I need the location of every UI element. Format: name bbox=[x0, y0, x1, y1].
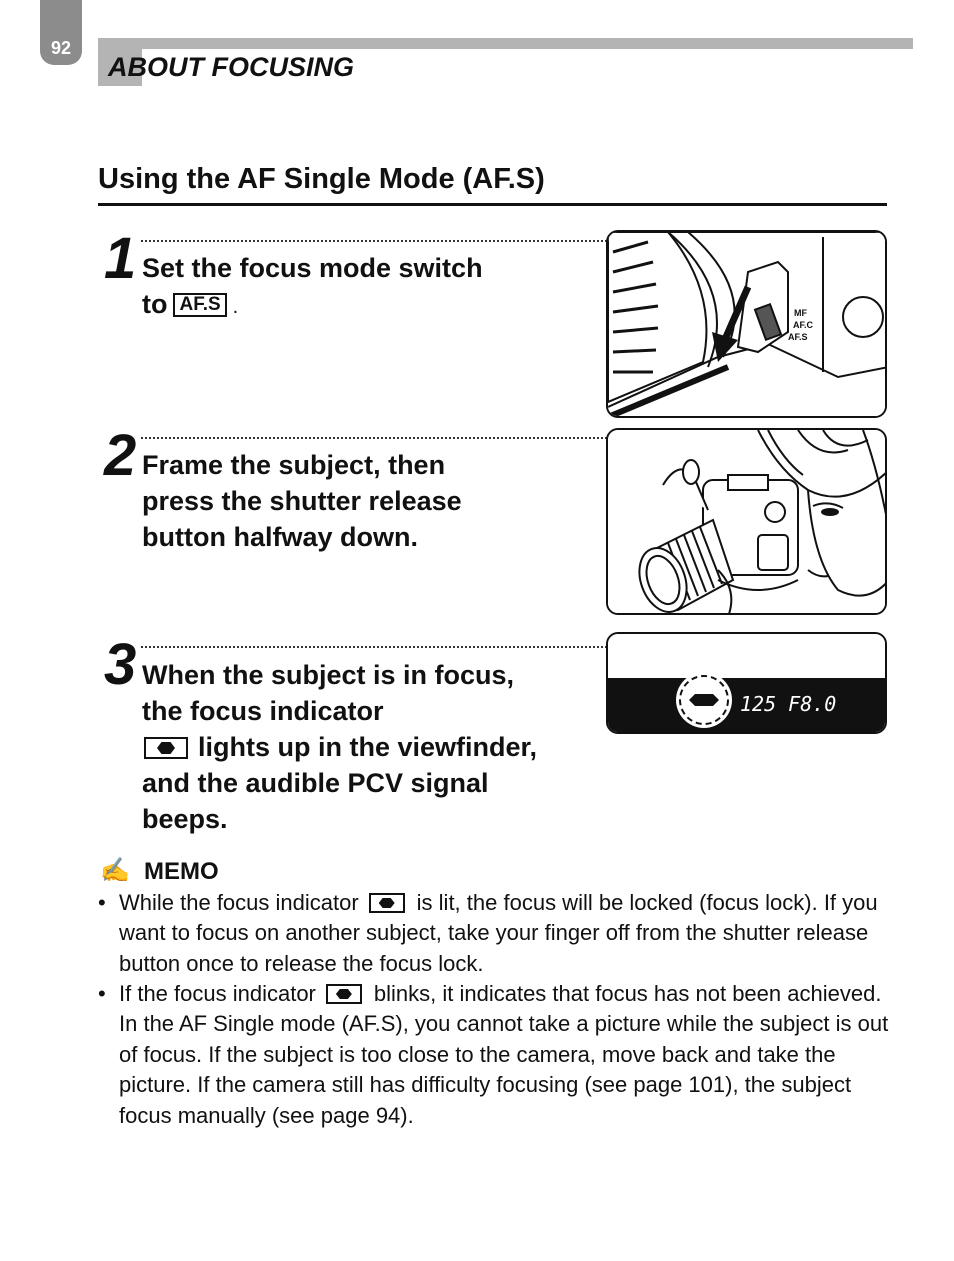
step-3-number: 3 bbox=[104, 632, 137, 697]
focus-indicator-lit-icon bbox=[689, 694, 719, 706]
page-number: 92 bbox=[50, 38, 72, 58]
bullet-dot: • bbox=[98, 981, 106, 1006]
step-3-text-b: lights up in the viewfinder, and the audible PCV signal beeps. bbox=[142, 732, 538, 834]
memo-bullet-1-b: is lit, the focus will be locked (focus lock). If you want to focus on another subject, take your finger off from the shutter release button once to release the focus lock. bbox=[119, 890, 878, 976]
title-rule bbox=[98, 203, 887, 206]
step-3-divider bbox=[141, 646, 607, 648]
memo-bullet-2 bbox=[98, 979, 898, 1131]
step-2-divider bbox=[141, 437, 607, 439]
switch-label-mf: MF bbox=[794, 308, 807, 318]
step-2-text: Frame the subject, then press the shutter release button halfway down. bbox=[142, 450, 462, 552]
step-3-text-a: When the subject is in focus, the focus indicator bbox=[142, 660, 515, 726]
camera-lens-switch-drawing bbox=[608, 232, 887, 418]
page-title: Using the AF Single Mode (AF.S) bbox=[98, 163, 545, 195]
afs-mode-box: AF.S bbox=[173, 293, 226, 317]
bullet-dot: • bbox=[98, 890, 106, 915]
memo-bullet-1 bbox=[98, 888, 898, 979]
step-1-divider bbox=[141, 240, 607, 242]
focus-indicator-icon-memo-2 bbox=[326, 984, 362, 1004]
step-1-line-a: Set the focus mode switch bbox=[142, 253, 483, 283]
memo-bullet-1-a: While the focus indicator bbox=[119, 890, 359, 915]
viewfinder-readout: 125 F8.0 bbox=[740, 692, 837, 716]
viewfinder-illustration bbox=[606, 632, 887, 734]
step-3-text bbox=[142, 657, 542, 837]
focus-switch-illustration bbox=[606, 230, 887, 418]
step-1-text bbox=[142, 250, 552, 325]
header-bar bbox=[98, 38, 913, 49]
viewfinder-display-drawing bbox=[608, 634, 887, 734]
memo-pencil-icon: ✍ bbox=[100, 857, 130, 884]
section-label: ABOUT FOCUSING bbox=[108, 52, 354, 82]
memo-bullet-2-b: blinks, it indicates that focus has not been achieved. In the AF Single mode (AF.S), you cannot take a picture while the subject is out of focus. If the subject is too close to the camera, move back and take the picture. If the camera still has difficulty focusing (see page 101), the subject focus manually (see page 94). bbox=[119, 981, 889, 1128]
switch-label-afc: AF.C bbox=[793, 320, 813, 330]
step-2-number: 2 bbox=[104, 423, 137, 488]
photographer-illustration bbox=[606, 428, 887, 615]
page-number-tab bbox=[40, 0, 82, 65]
focus-indicator-icon-memo-1 bbox=[369, 893, 405, 913]
step-1-line-b: to bbox=[142, 289, 168, 319]
step-1-number: 1 bbox=[104, 226, 137, 291]
step-1-period: . bbox=[232, 296, 239, 318]
person-holding-camera-drawing bbox=[608, 430, 887, 615]
memo-bullet-2-a: If the focus indicator bbox=[119, 981, 316, 1006]
switch-label-afs: AF.S bbox=[788, 332, 808, 342]
memo-label: MEMO bbox=[144, 858, 219, 885]
focus-indicator-icon bbox=[144, 737, 188, 759]
